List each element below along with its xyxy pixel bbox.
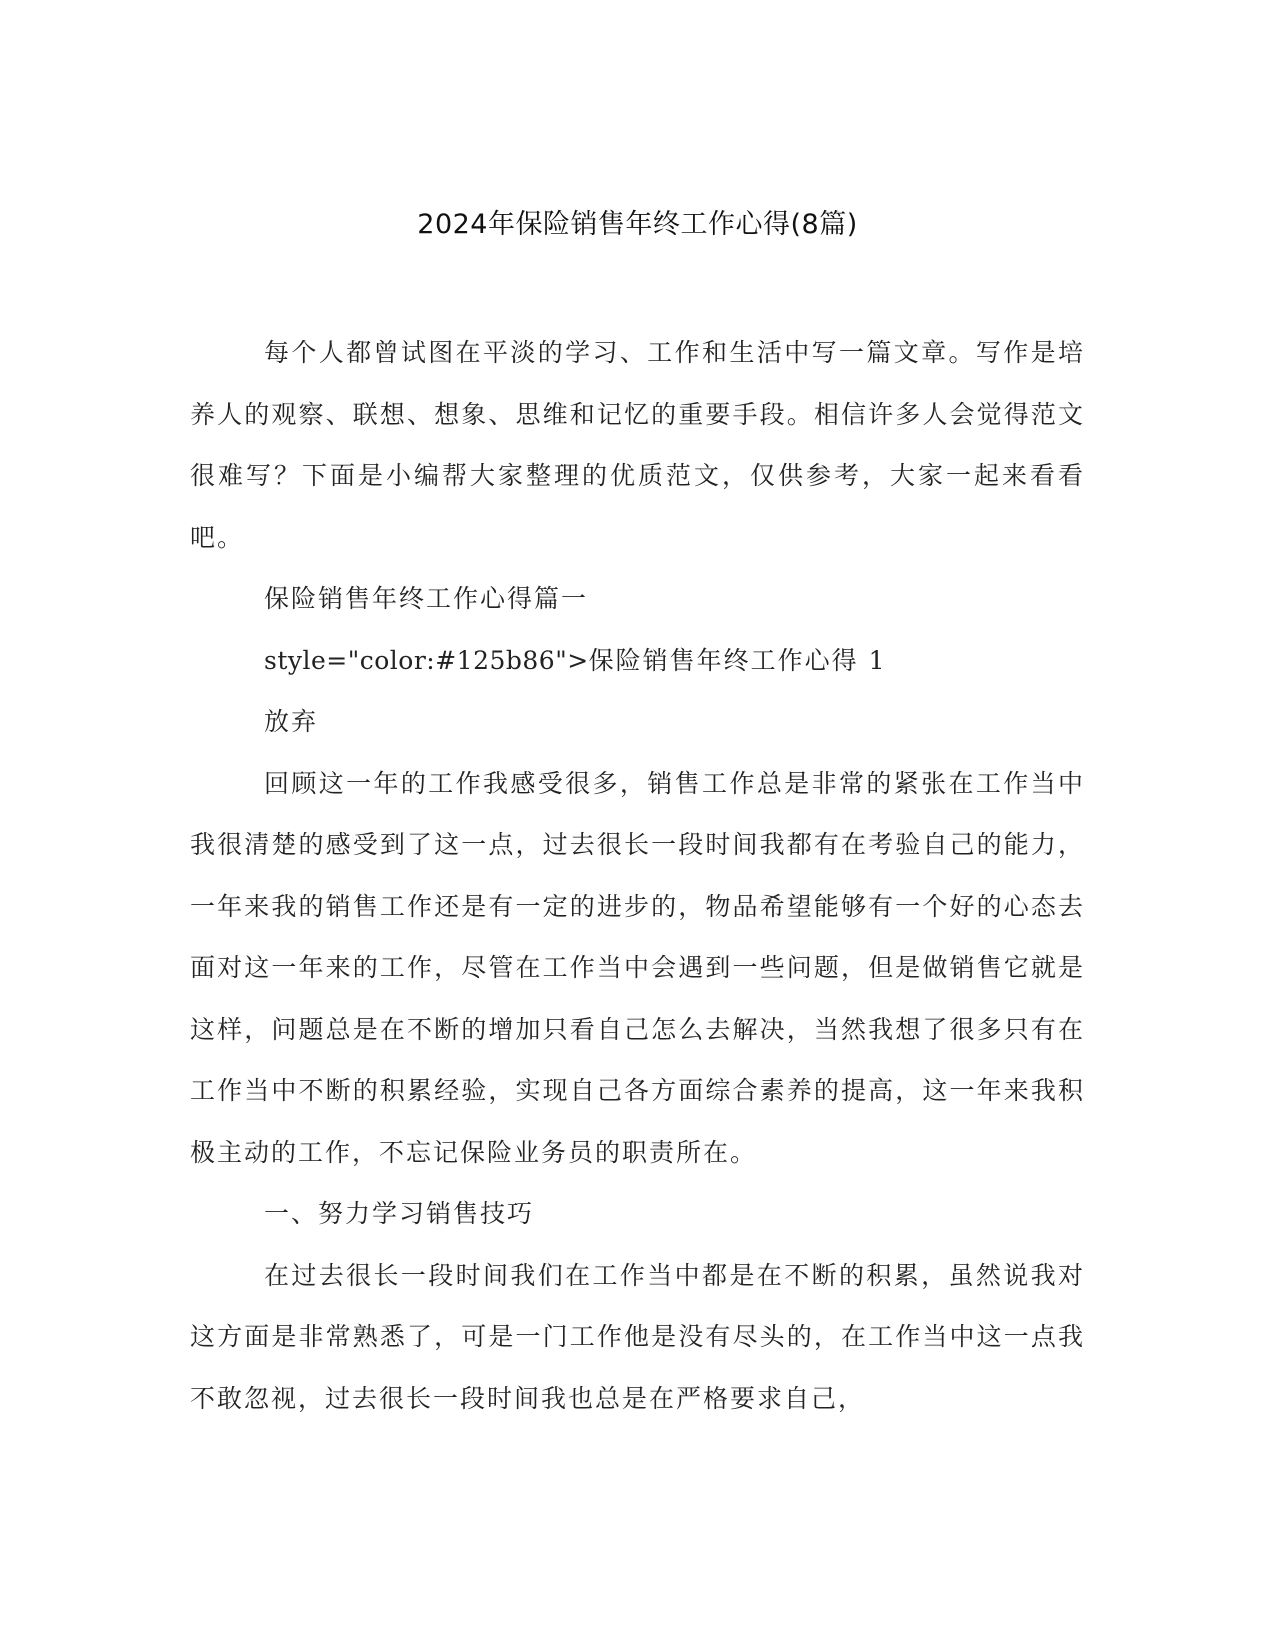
document-title: 2024年保险销售年终工作心得(8篇) [417,209,858,240]
learning-paragraph: 在过去很长一段时间我们在工作当中都是在不断的积累，虽然说我对这方面是非常熟悉了，可是一门工作他是没有尽头的，在工作当中这一点我不敢忽视，过去很长一段时间我也总是在严格要求自己， [190,1260,1085,1413]
review-paragraph: 回顾这一年的工作我感受很多，销售工作总是非常的紧张在工作当中我很清楚的感受到了这一点，过去很长一段时间我都有在考验自己的能力，一年来我的销售工作还是有一定的进步的，物品希望能够有一个好的心态去面对这一年来的工作，尽管在工作当中会遇到一些问题，但是做销售它就是这样，问题总是在不断的增加只看自己怎么去解决，当然我想了很多只有在工作当中不断的积累经验，实现自己各方面综合素养的提高，这一年来我积极主动的工作，不忘记保险业务员的职责所在。 [190,768,1085,1167]
section-heading-learn-skills: 一、努力学习销售技巧 [264,1199,535,1228]
subheading-label: 保险销售年终工作心得 1 [588,645,887,675]
raw-style-fragment: style="color:#125b86"> [264,645,589,675]
intro-paragraph: 每个人都曾试图在平淡的学习、工作和生活中写一篇文章。写作是培养人的观察、联想、想象、思维和记忆的重要手段。相信许多人会觉得范文很难写？下面是小编帮大家整理的优质范文，仅供参考，大家一起来看看吧。 [190,338,1085,552]
subheading-give-up: 放弃 [264,707,319,736]
section-heading-part-one: 保险销售年终工作心得篇一 [264,584,589,613]
styled-subheading-line [190,630,1085,692]
document-body [190,322,1085,1429]
